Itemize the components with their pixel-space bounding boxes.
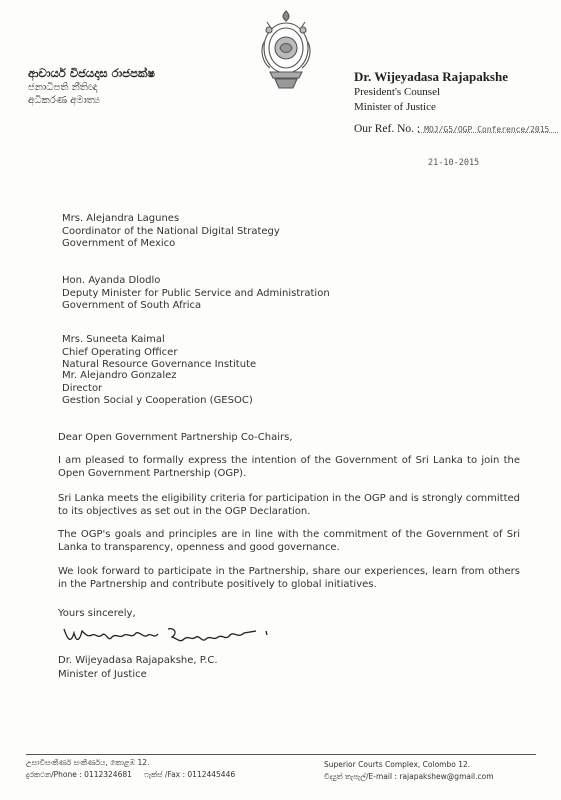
recipient-block-2 xyxy=(62,275,330,313)
sinhala-minister-title: ජනාධිපති නීතිඥ xyxy=(28,82,98,93)
body-paragraph-3: The OGP's goals and principles are in line with the commitment of the Government of Sri Lanka to transparency, openness and good governance. xyxy=(58,529,520,553)
handwritten-signature xyxy=(62,621,282,651)
english-minister-name: Dr. Wijeyadasa Rajapakshe xyxy=(354,69,508,84)
salutation: Dear Open Government Partnership Co-Chairs, xyxy=(58,432,293,443)
recipient-line: Chief Operating Officer xyxy=(62,346,178,358)
recipient-line: Government of Mexico xyxy=(62,238,176,249)
recipient-line: Mr. Alejandro Gonzalez xyxy=(62,370,177,381)
recipient-line: Deputy Minister for Public Service and Administration xyxy=(62,287,330,299)
recipient-line: Coordinator of the National Digital Strategy xyxy=(62,225,280,237)
footer-email: විද්‍යුත් තැපැල්/E-mail : rajapakshew@gmail.com xyxy=(324,772,494,781)
footer-divider xyxy=(26,754,536,755)
sinhala-ministry: අධිකරණ අමාත්‍ය xyxy=(28,95,100,106)
letter-date: 21-10-2015 xyxy=(428,158,480,168)
signer-title: Minister of Justice xyxy=(58,669,147,680)
body-paragraph-4: We look forward to participate in the Partnership, share our experiences, learn from others in the Partnership and contribute positively to global initiatives. xyxy=(58,566,520,590)
reference-value: MOJ/G5/OGP Conference/2015 xyxy=(424,125,550,134)
closing: Yours sincerely, xyxy=(58,608,136,619)
sinhala-letterhead xyxy=(28,66,155,107)
footer-fax: ෆැක්ස් /Fax : 0112445446 xyxy=(143,770,236,779)
recipient-line: Natural Resource Governance Institute xyxy=(62,359,257,370)
reference-label: Our Ref. No. : xyxy=(354,123,421,135)
sinhala-minister-name: ආචාර්ය විජයදාස රාජපක්ෂ xyxy=(28,66,155,80)
recipient-line: Mrs. Alejandra Lagunes xyxy=(62,213,180,224)
footer-right xyxy=(324,759,494,783)
recipient-line: Gestion Social y Cooperation (GESOC) xyxy=(62,395,253,406)
footer-left xyxy=(26,757,235,781)
signer-block xyxy=(58,654,218,682)
body-paragraph-2: Sri Lanka meets the eligibility criteria for participation in the OGP and is strongly committed to its objectives as set out in the OGP Declaration. xyxy=(58,493,520,517)
recipient-line: Hon. Ayanda Dlodlo xyxy=(62,275,161,286)
english-ministry: Minister of Justice xyxy=(354,101,436,113)
english-minister-title: President's Counsel xyxy=(354,86,441,98)
footer-address-english: Superior Courts Complex, Colombo 12. xyxy=(324,760,471,769)
footer-contact-row xyxy=(26,769,235,781)
english-letterhead xyxy=(354,68,508,115)
body-paragraph-1: I am pleased to formally express the intention of the Government of Sri Lanka to join the Open Government Partnership (OGP). xyxy=(58,455,520,479)
signer-name: Dr. Wijeyadasa Rajapakshe, P.C. xyxy=(58,655,218,666)
recipient-line: Mrs. Suneeta Kaimal xyxy=(62,334,165,345)
recipient-block-1 xyxy=(62,213,280,251)
footer-phone: දුරකථන/Phone : 0112324681 xyxy=(26,770,132,779)
recipient-line: Government of South Africa xyxy=(62,300,202,311)
footer-address-sinhala: උසාවිසංකීර්ණ සංකීර්ණය, කොළඹ 12. xyxy=(26,758,150,767)
reference-number xyxy=(354,119,549,137)
recipient-line: Director xyxy=(62,382,103,394)
recipient-block-4 xyxy=(62,370,253,408)
reference-dotted-line xyxy=(418,132,558,133)
sri-lanka-state-emblem-icon xyxy=(255,8,317,92)
recipient-block-3 xyxy=(62,334,256,372)
